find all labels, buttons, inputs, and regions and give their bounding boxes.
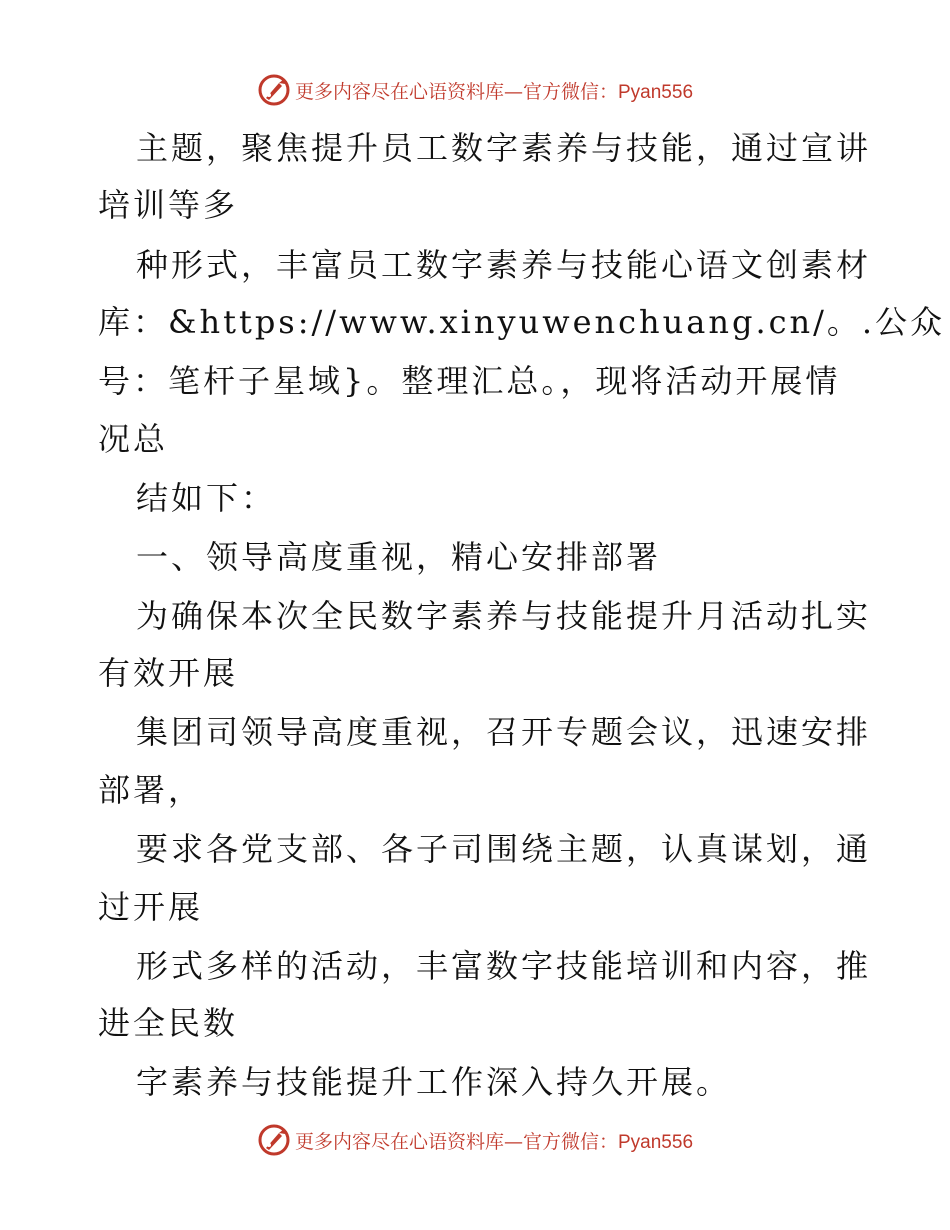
- body-line: 进全民数: [98, 1004, 239, 1042]
- body-line: 过开展: [98, 888, 204, 926]
- body-line: 为确保本次全民数字素养与技能提升月活动扎实: [136, 597, 872, 635]
- promo-official-label: 官方微信：: [522, 80, 618, 103]
- promo-library-text: 更多内容尽在心语资料库: [294, 1130, 504, 1153]
- body-line: 部署，: [98, 771, 204, 809]
- red-quill-logo-icon: [257, 1123, 291, 1157]
- promo-library-text: 更多内容尽在心语资料库: [294, 80, 504, 103]
- promo-separator: —: [503, 80, 523, 103]
- promo-official-label: 官方微信：: [522, 1130, 618, 1153]
- body-line: 形式多样的活动，丰富数字技能培训和内容，推: [136, 947, 872, 985]
- footer-banner: [0, 1120, 950, 1160]
- promo-separator: —: [503, 1130, 523, 1153]
- body-line: 集团司领导高度重视，召开专题会议，迅速安排: [136, 713, 872, 751]
- body-line: 库：&https://www.xinyuwenchuang.cn/。.公众: [98, 303, 946, 341]
- body-line: 况总: [98, 420, 169, 458]
- body-line: 主题，聚焦提升员工数字素养与技能，通过宣讲: [136, 129, 872, 167]
- body-line: 字素养与技能提升工作深入持久开展。: [136, 1063, 732, 1101]
- body-line: 要求各党支部、各子司围绕主题，认真谋划，通: [136, 830, 872, 868]
- body-line: 种形式，丰富员工数字素养与技能心语文创素材: [136, 246, 872, 284]
- footer-promo-text: [295, 1127, 693, 1154]
- section-heading: 一、领导高度重视，精心安排部署: [136, 538, 662, 576]
- body-line: 号：笔杆子星域}。整理汇总。，现将活动开展情: [98, 362, 841, 400]
- promo-wechat-id: Pyan556: [618, 81, 694, 103]
- body-line: 有效开展: [98, 654, 239, 692]
- body-line: 培训等多: [98, 186, 239, 224]
- body-line: 结如下：: [136, 479, 277, 517]
- promo-wechat-id: Pyan556: [618, 1131, 694, 1153]
